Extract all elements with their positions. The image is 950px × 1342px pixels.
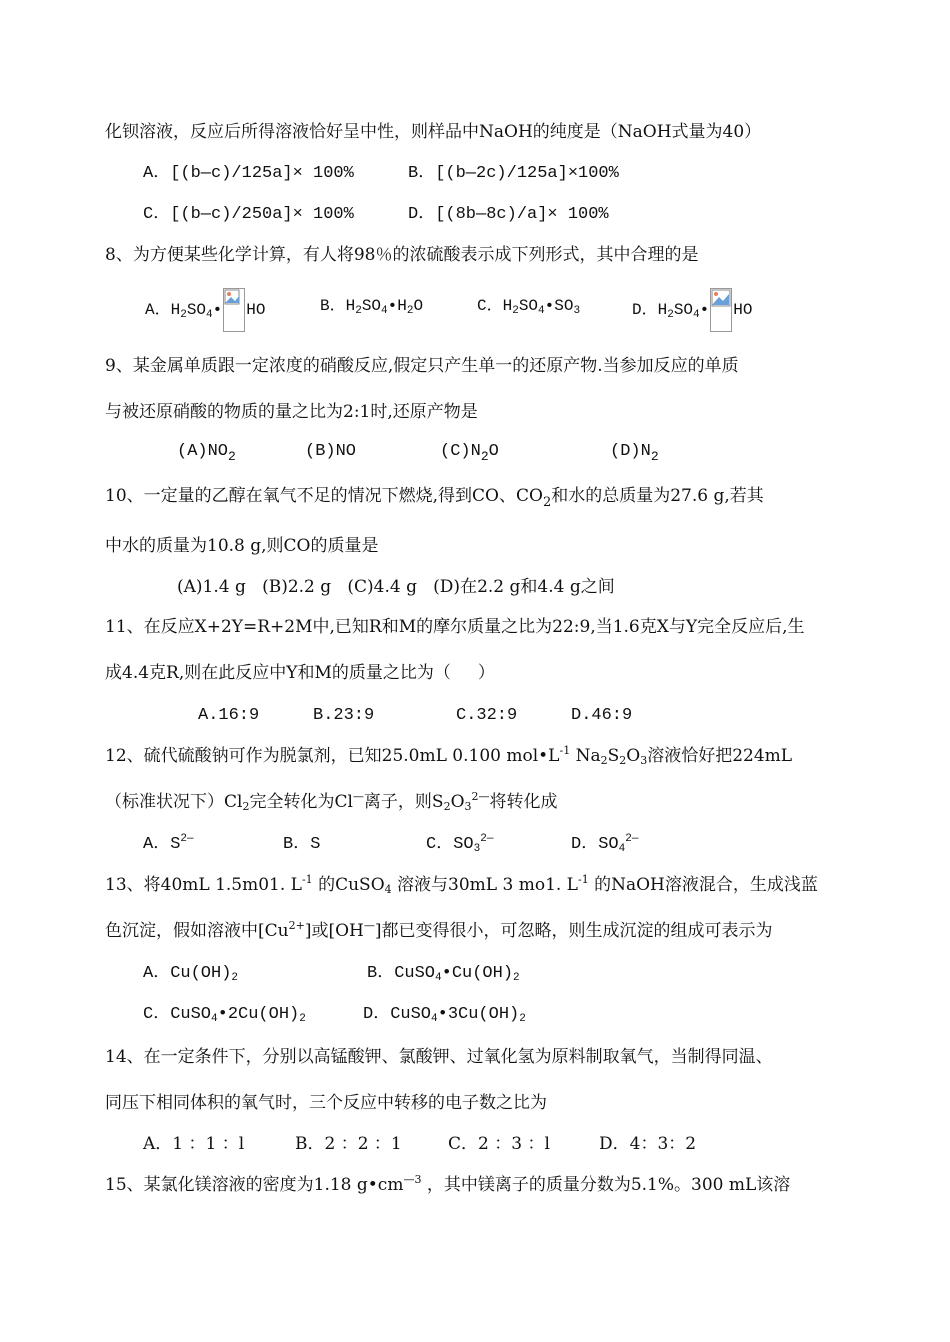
q11-stem-line1: 11、在反应X+2Y=R+2M中,已知R和M的摩尔质量之比为22:9,当1.6克X与Y完全反应后,生	[105, 617, 805, 637]
q11-stem-line2: 成4.4克R,则在此反应中Y和M的质量之比为（ ）	[105, 663, 495, 683]
q10-options: (A)1.4 g (B)2.2 g (C)4.4 g (D)在2.2 g和4.4 g之间	[177, 577, 615, 597]
q9-stem-line2: 与被还原硝酸的物质的量之比为2:1时,还原产物是	[105, 402, 478, 422]
q8-options	[145, 288, 265, 332]
q8-option-a: A．$H_2SO_4•$ HO	[145, 301, 265, 319]
q7-option-b: B．[(b—2c)/125a]×100%	[408, 164, 619, 183]
q7-option-d: D．[(8b—8c)/a]× 100%	[408, 205, 609, 224]
q12-option-d: D．$SO_4^{2—}$	[571, 833, 639, 855]
q11-option-a: A.16:9	[198, 706, 260, 725]
q12-stem-line1: 12、硫代硫酸钠可作为脱氯剂，已知25.0mL 0.100 $mol•L^{-1}$ $Na_2S_2O_3$溶液恰好把224mL	[105, 744, 793, 767]
q11-option-d: D.46:9	[571, 706, 633, 725]
q12-stem-line2: （标准状况下）$Cl_2$完全转化为Cl—离子，则$S_2O_3^{2—}$将转化成	[105, 790, 558, 813]
q7-stem: 化钡溶液，反应后所得溶液恰好呈中性，则样品中NaOH的纯度是（NaOH式量为40）	[105, 122, 762, 142]
q13-option-c: C．$CuSO_4•2Cu(OH)_2$	[143, 1005, 306, 1025]
q9-option-c: $(C)N_2O$	[440, 442, 499, 464]
q7-option-c: C．[(b—c)/250a]× 100%	[143, 205, 354, 224]
q13-stem-line2: 色沉淀，假如溶液中$[Cu^{2+}]$或[OH—]都已变得很小，可忽略，则生成沉淀的组成可表示为	[105, 919, 773, 941]
q11-option-c: C.32:9	[456, 706, 518, 725]
q8-option-d: D．$H_2SO_4•$ HO	[632, 288, 752, 332]
q11-option-b: B.23:9	[313, 706, 375, 725]
q9-option-b: (B)NO	[305, 442, 357, 461]
q7-option-a: A．[(b—c)/125a]× 100%	[143, 164, 354, 183]
q12-option-b: B．S	[283, 835, 321, 854]
q13-option-a: A．$Cu(OH)_2$	[143, 964, 239, 984]
q14-option-b: B．2 ：2 ：1	[295, 1134, 402, 1154]
q13-option-b: B．$CuSO_4•Cu(OH)_2$	[367, 964, 520, 984]
q14-stem-line2: 同压下相同体积的氧气时，三个反应中转移的电子数之比为	[105, 1093, 547, 1113]
q10-stem-line2: 中水的质量为10.8 g,则CO的质量是	[105, 536, 379, 556]
q9-option-d: $(D)N_2$	[610, 442, 659, 464]
q12-option-c: C．$SO_3^{2—}$	[426, 833, 494, 855]
q8-option-c: C．$H_2SO_4•SO_3$	[477, 297, 581, 317]
q10-stem-line1: 10、一定量的乙醇在氧气不足的情况下燃烧,得到CO、$CO_2$和水的总质量为27.6 g,若其	[105, 486, 764, 510]
broken-image-icon	[223, 288, 245, 332]
q15-stem-line1: 15、某氯化镁溶液的密度为1.18 $g•cm^{—3}$ ，其中镁离子的质量分数为5.1%。300 mL该溶	[105, 1173, 791, 1195]
q13-stem-line1: 13、将40mL 1.5m01. $L^{-1}$ 的CuSO$_4$ 溶液与30mL 3 mo1. $L^{-1}$ 的NaOH溶液混合，生成浅蓝	[105, 873, 818, 896]
q9-option-a: $(A)NO_2$	[177, 442, 236, 464]
q14-option-c: C．2 ：3 ：l	[448, 1134, 550, 1154]
broken-image-icon	[710, 288, 732, 332]
q13-option-d: D．$CuSO_4•3Cu(OH)_2$	[363, 1005, 526, 1025]
q14-option-a: A．1 ：1 ：l	[143, 1134, 245, 1154]
q14-option-d: D．4：3：2	[599, 1134, 697, 1154]
q9-stem-line1: 9、某金属单质跟一定浓度的硝酸反应,假定只产生单一的还原产物.当参加反应的单质	[105, 356, 739, 376]
q8-stem: 8、为方便某些化学计算，有人将98％的浓硫酸表示成下列形式，其中合理的是	[105, 245, 699, 265]
q8-option-b: B．$H_2SO_4•H_2O$	[320, 297, 424, 317]
q12-option-a: A．$S^{2—}$	[143, 833, 194, 854]
q14-stem-line1: 14、在一定条件下，分别以高锰酸钾、氯酸钾、过氧化氢为原料制取氧气，当制得同温、	[105, 1047, 773, 1067]
